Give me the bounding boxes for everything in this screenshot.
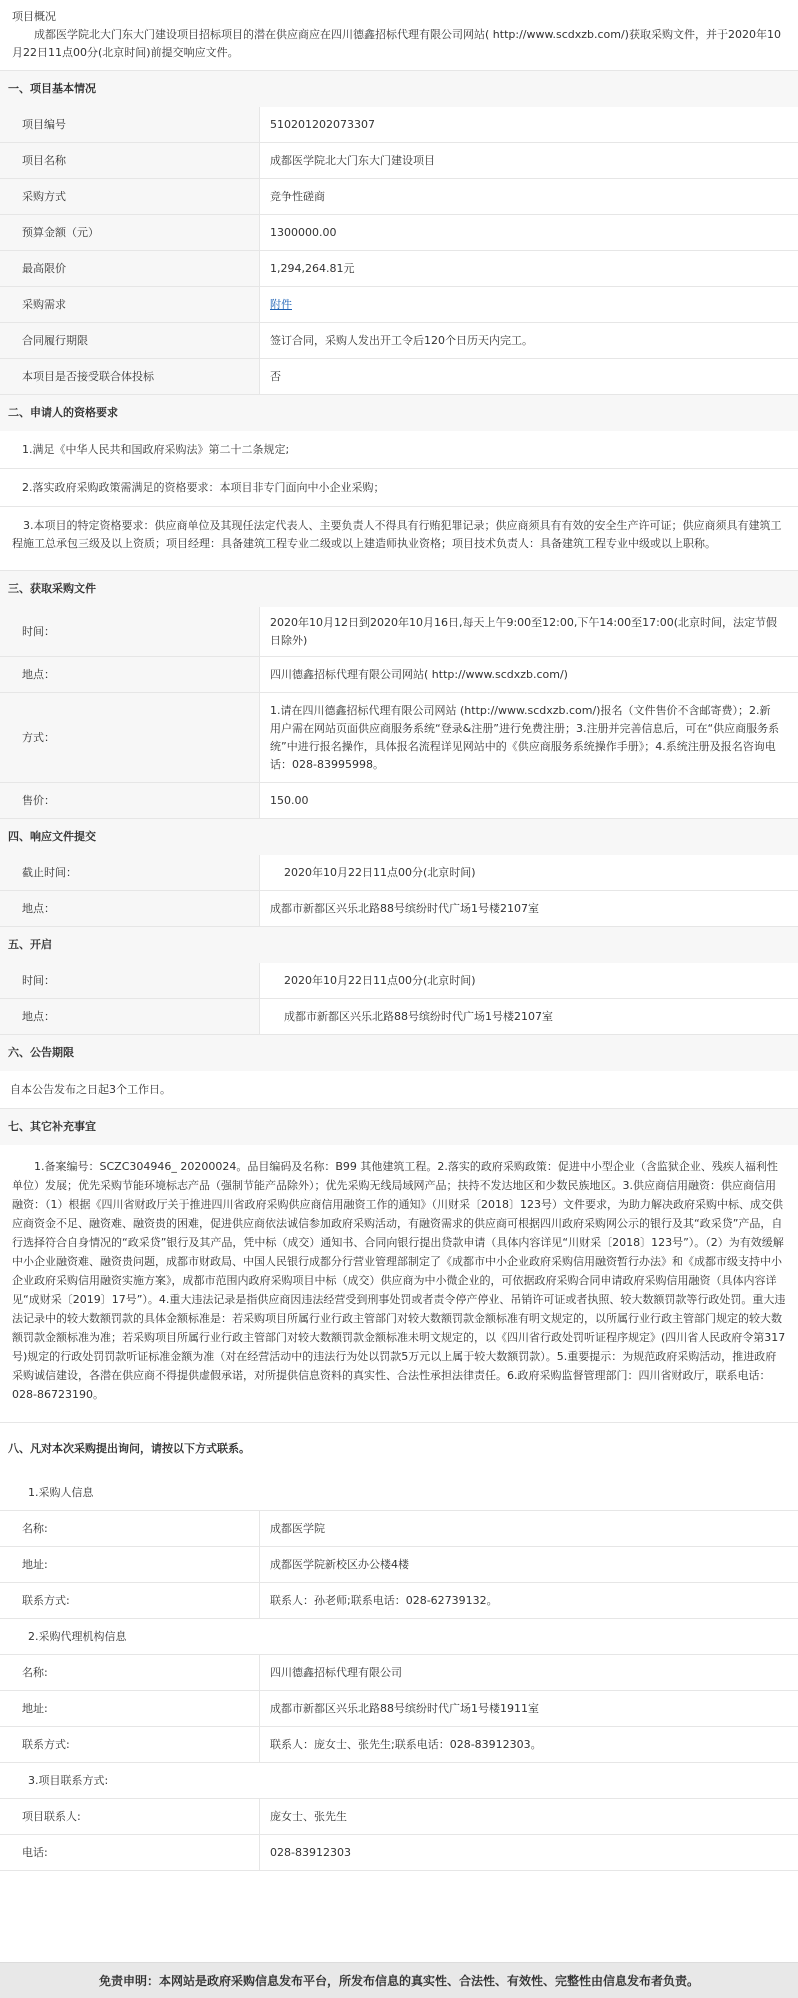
row-value: 成都医学院北大门东大门建设项目 [270, 153, 435, 167]
row-value: 否 [270, 369, 281, 383]
section-2-heading: 二、申请人的资格要求 [0, 395, 798, 431]
row-requirements [0, 287, 798, 323]
row-value: 四川德鑫招标代理有限公司网站( http://www.scdxzb.com/) [270, 667, 568, 681]
row-project-contact-phone [0, 1835, 798, 1871]
row-label: 采购需求 [0, 287, 260, 322]
row-value: 成都医学院 [270, 1521, 325, 1535]
section-6-heading: 六、公告期限 [0, 1035, 798, 1071]
row-value: 028-83912303 [270, 1845, 351, 1859]
row-procurement-method [0, 179, 798, 215]
row-submit-place [0, 891, 798, 927]
row-value: 2020年10月12日到2020年10月16日,每天上午9:00至12:00,下午14:00至17:00(北京时间，法定节假日除外) [270, 615, 778, 647]
row-value: 联系人：庞女士、张先生;联系电话：028-83912303。 [270, 1737, 542, 1751]
row-label: 地点： [0, 999, 260, 1034]
row-open-time [0, 963, 798, 999]
row-label: 地址: [0, 1691, 260, 1726]
row-open-place [0, 999, 798, 1035]
section-7-heading: 七、其它补充事宜 [0, 1109, 798, 1145]
qualification-item-1: 1.满足《中华人民共和国政府采购法》第二十二条规定; [0, 431, 798, 469]
row-value: 庞女士、张先生 [270, 1809, 347, 1823]
overview-section [0, 0, 798, 71]
project-contact-title: 3.项目联系方式: [0, 1763, 798, 1799]
qualification-item-2: 2.落实政府采购政策需满足的资格要求：本项目非专门面向中小企业采购； [0, 469, 798, 507]
row-label: 电话: [0, 1835, 260, 1870]
notice-period-text: 自本公告发布之日起3个工作日。 [0, 1071, 798, 1109]
row-label: 名称: [0, 1655, 260, 1690]
row-label: 联系方式: [0, 1727, 260, 1762]
row-value: 成都市新都区兴乐北路88号缤纷时代广场1号楼2107室 [270, 901, 539, 915]
row-obtain-time [0, 607, 798, 657]
row-value: 成都医学院新校区办公楼4楼 [270, 1557, 409, 1571]
row-buyer-name [0, 1511, 798, 1547]
row-buyer-contact [0, 1583, 798, 1619]
row-label: 地点： [0, 657, 260, 692]
overview-title: 项目概况 [12, 10, 56, 23]
row-agency-contact [0, 1727, 798, 1763]
buyer-info-title: 1.采购人信息 [0, 1475, 798, 1511]
row-obtain-place [0, 657, 798, 693]
supplementary-text: 1.备案编号：SCZC304946_ 20200024。品目编码及名称：B99 其他建筑工程。2.落实的政府采购政策：促进中小型企业（含监狱企业、残疾人福利性单位）发展；优先采购节能环境标志产品（强制节能产品除外）；优先采购无线局域网产品；扶持不发达地区和少数民族地区。3.供应商信用融资：供应商信用融资：（1）根据《四川省财政厅关于推进四川省政府采购供应商信用融资工作的通知》（川财采〔2018〕123号）文件要求，为助力解决政府采购中标、成交供应商资金不足、融资难、融资贵的困难，促进供应商依法诚信参加政府采购活动，有融资需求的供应商可根据四川政府采购网公示的银行及其“政采贷”产品，自行选择符合自身情况的“政采贷”银行及其产品，凭中标（成交）通知书、合同向银行提出贷款申请（具体内容详见“川财采〔2018〕123号”）。（2）为有效缓解中小企业融资难、融资贵问题，成都市财政局、中国人民银行成都分行营业管理部制定了《成都市中小企业政府采购信用融资暂行办法》和《成都市级支持中小企业政府采购信用融资实施方案》，成都市范围内政府采购项目中标（成交）供应商为中小微企业的，可依据政府采购合同申请政府采购信用融资（具体内容详见“成财采〔2019〕17号”）。4.重大违法记录是指供应商因违法经营受到刑事处罚或者责令停产停业、吊销许可证或者执照、较大数额罚款等行政处罚。重大违法记录中的较大数额罚款的具体金额标准是：若采购项目所属行业行政主管部门对较大数额罚款金额标准有明文规定的，以所属行业行政主管部门规定的较大数额罚款金额标准为准；若采购项目所属行业行政主管部门对较大数额罚款金额标准未明文规定的，以《四川省行政处罚听证程序规定》(四川省人民政府令第317号)规定的行政处罚罚款听证标准金额为准（对在经营活动中的违法行为处以罚款5万元以上属于较大数额罚款）。5.重要提示：为规范政府采购活动，推进政府采购诚信建设，各潜在供应商不得提供虚假承诺，对所提供信息资料的真实性、合法性承担法律责任。6.政府采购监督管理部门：四川省财政厅，联系电话：028-86723190。 [0, 1145, 798, 1423]
row-label: 预算金额（元） [0, 215, 260, 250]
row-label: 最高限价 [0, 251, 260, 286]
section-1-heading: 一、项目基本情况 [0, 71, 798, 107]
row-label: 时间： [0, 963, 260, 998]
attachment-link[interactable]: 附件 [270, 297, 292, 311]
qualification-item-3: 3.本项目的特定资格要求：供应商单位及其现任法定代表人、主要负责人不得具有行贿犯罪记录；供应商须具有有效的安全生产许可证；供应商须具有建筑工程施工总承包三级及以上资质；项目经理：具备建筑工程专业二级或以上建造师执业资格；项目技术负责人：具备建筑工程专业中级或以上职称。 [0, 507, 798, 571]
row-obtain-method [0, 693, 798, 783]
row-label: 地点： [0, 891, 260, 926]
row-label: 地址: [0, 1547, 260, 1582]
row-buyer-address [0, 1547, 798, 1583]
row-project-name [0, 143, 798, 179]
row-value: 四川德鑫招标代理有限公司 [270, 1665, 402, 1679]
row-value: 1.请在四川德鑫招标代理有限公司网站 (http://www.scdxzb.com/)报名（文件售价不含邮寄费）；2.新用户需在网站页面供应商服务系统“登录&注册”进行免费注册；3.注册并完善信息后，可在“供应商服务系统”中进行报名操作，具体报名流程详见网站中的《供应商服务系统操作手册》；4.系统注册及报名咨询电话：028-83995998。 [270, 703, 780, 771]
row-value: 竞争性磋商 [270, 189, 325, 203]
row-value: 2020年10月22日11点00分(北京时间) [284, 865, 476, 879]
row-label: 截止时间： [0, 855, 260, 890]
row-max-price [0, 251, 798, 287]
row-label: 联系方式: [0, 1583, 260, 1618]
row-label: 项目名称 [0, 143, 260, 178]
row-value: 150.00 [270, 793, 309, 807]
row-label: 采购方式 [0, 179, 260, 214]
row-value: 成都市新都区兴乐北路88号缤纷时代广场1号楼2107室 [284, 1009, 553, 1023]
row-value: 1300000.00 [270, 225, 337, 239]
row-label: 售价： [0, 783, 260, 818]
section-4-heading: 四、响应文件提交 [0, 819, 798, 855]
row-label: 方式： [0, 693, 260, 782]
row-submit-deadline [0, 855, 798, 891]
row-value: 联系人：孙老师;联系电话：028-62739132。 [270, 1593, 498, 1607]
row-label: 项目联系人: [0, 1799, 260, 1834]
row-price [0, 783, 798, 819]
row-agency-name [0, 1655, 798, 1691]
row-label: 时间： [0, 607, 260, 656]
row-value: 1,294,264.81元 [270, 261, 355, 275]
row-label: 名称: [0, 1511, 260, 1546]
section-8-heading: 八、凡对本次采购提出询问，请按以下方式联系。 [0, 1423, 798, 1475]
row-consortium [0, 359, 798, 395]
row-value: 510201202073307 [270, 117, 375, 131]
section-5-heading: 五、开启 [0, 927, 798, 963]
row-label: 项目编号 [0, 107, 260, 142]
row-value: 签订合同，采购人发出开工令后120个日历天内完工。 [270, 333, 533, 347]
row-budget [0, 215, 798, 251]
row-value: 2020年10月22日11点00分(北京时间) [284, 973, 476, 987]
agency-info-title: 2.采购代理机构信息 [0, 1619, 798, 1655]
disclaimer-footer: 免责申明：本网站是政府采购信息发布平台，所发布信息的真实性、合法性、有效性、完整性由信息发布者负责。 [0, 1962, 798, 1998]
row-label: 本项目是否接受联合体投标 [0, 359, 260, 394]
overview-text: 成都医学院北大门东大门建设项目招标项目的潜在供应商应在四川德鑫招标代理有限公司网站( http://www.scdxzb.com/)获取采购文件，并于2020年10月22日11点00分(北京时间)前提交响应文件。 [12, 28, 781, 59]
row-contract-period [0, 323, 798, 359]
section-3-heading: 三、获取采购文件 [0, 571, 798, 607]
row-project-number [0, 107, 798, 143]
row-label: 合同履行期限 [0, 323, 260, 358]
row-agency-address [0, 1691, 798, 1727]
row-project-contact-person [0, 1799, 798, 1835]
row-value: 成都市新都区兴乐北路88号缤纷时代广场1号楼1911室 [270, 1701, 539, 1715]
